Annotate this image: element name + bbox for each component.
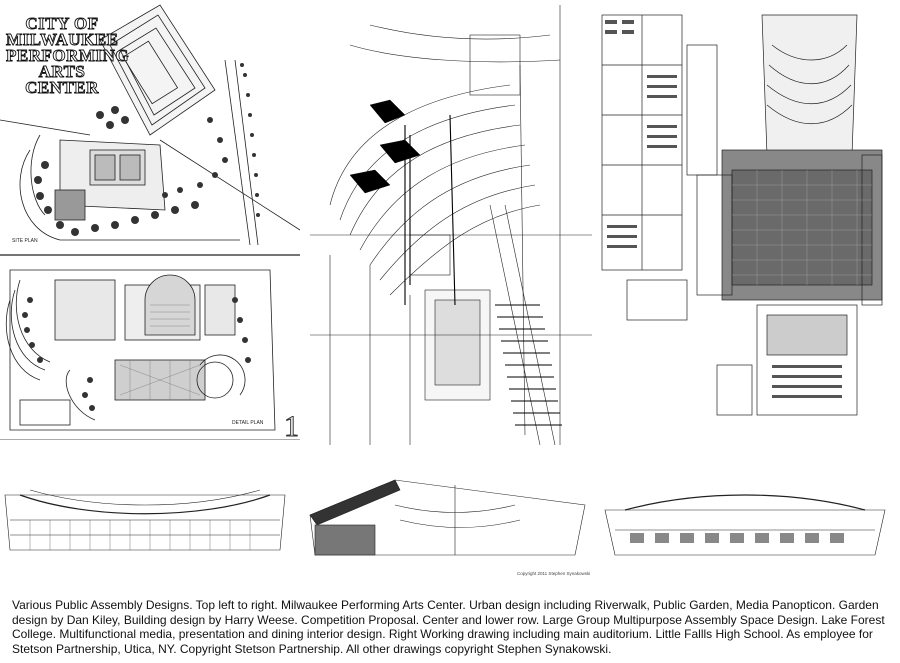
auditorium-wireframe-drawing xyxy=(310,5,592,445)
working-drawing xyxy=(597,5,887,425)
title-block xyxy=(6,14,130,97)
section-perspective-right xyxy=(600,485,890,565)
title-line-3: PERFORMING xyxy=(6,46,130,65)
image-caption: Various Public Assembly Designs. Top left to right. Milwaukee Performing Arts Center. Urban design including Riverwalk, Public Garden, Media Panopticon. Garden design by Dan Kiley, Building design by Harry Weese. Competition Proposal. Center and lower row. Large Group Multipurpose Assembly Space Design. Lake Forest College. Multifunctional media, presentation and dining interior design. Right Working drawing including main auditorium. Little Fallls High School. As employee for Stetson Partnership, Utica, NY. Copyright Stetson Partnership. All other drawings copyright Stephen Synakowski. xyxy=(12,598,885,656)
section-center-svg xyxy=(305,465,590,560)
small-copyright: Copyright 2011 Stephen Synakowski xyxy=(517,571,591,576)
section-perspective-left xyxy=(0,465,290,560)
sheet-number: 1 xyxy=(284,410,299,443)
wireframe-svg xyxy=(310,5,592,445)
title-line-1: CITY OF xyxy=(25,14,99,33)
title-line-2: MILWAUKEE xyxy=(6,30,119,49)
section-perspective-center xyxy=(305,465,590,560)
section-left-svg xyxy=(0,465,290,560)
detail-plan-label: DETAIL PLAN xyxy=(232,420,264,426)
working-drawing-svg xyxy=(597,5,887,425)
section-right-svg xyxy=(600,485,890,565)
title-line-4: ARTS xyxy=(38,62,86,81)
site-plan-label: SITE PLAN xyxy=(12,238,38,244)
title-line-5: CENTER xyxy=(25,78,99,97)
